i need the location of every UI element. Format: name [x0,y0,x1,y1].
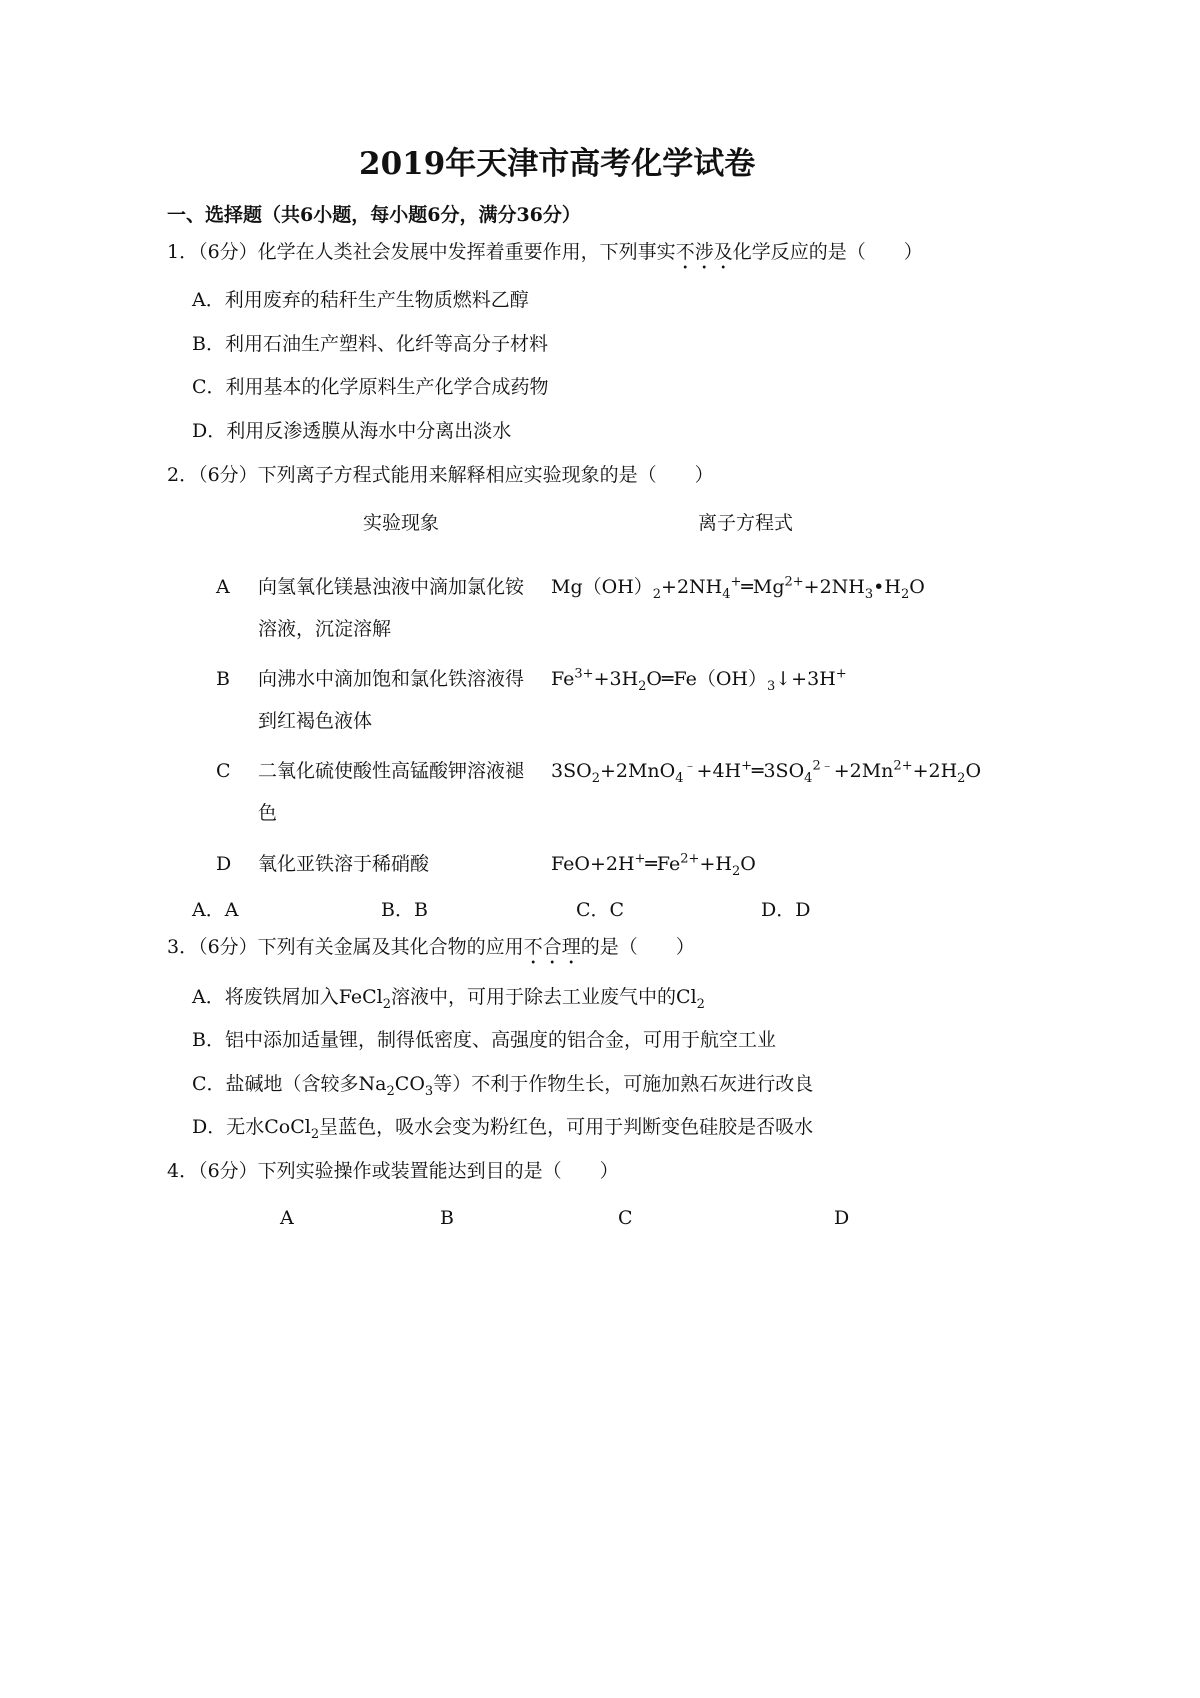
question-1-stem: 1．（6分）化学在人类社会发展中发挥着重要作用，下列事实不涉及化学反应的是（ ） [167,241,923,263]
q3-option-d: D．无水CoCl$_2$呈蓝色，吸水会变为粉红色，可用于判断变色硅胶是否吸水 [192,1116,814,1142]
q4-label-d: D [834,1207,850,1229]
q3-option-a: A．将废铁屑加入FeCl$_2$溶液中，可用于除去工业废气中的$Cl_2$ [192,986,705,1012]
row-d-phenomenon-line1: 氧化亚铁溶于稀硝酸 [258,853,430,875]
emphasis-text: 不合理 [523,936,581,958]
row-a-equation: $Mg(OH)_2+2NH_4^+═Mg^{2+}+2NH_3•H_2O$ [551,574,925,602]
row-c-letter: C [216,760,231,782]
row-b-phenomenon-line2: 到红褐色液体 [258,710,373,732]
q2-option-b: B．B [381,899,428,921]
q2-option-d: D．D [761,899,811,921]
column-header-phenomenon: 实验现象 [363,512,440,534]
row-d-equation: $FeO+2H^+═Fe^{2+}+H_2O$ [551,851,756,879]
q2-option-c: C．C [576,899,625,921]
column-header-equation: 离子方程式 [698,512,794,534]
q4-label-c: C [618,1207,633,1229]
row-a-phenomenon-line1: 向氢氧化镁悬浊液中滴加氯化铵 [258,576,525,598]
q1-option-a: A．利用废弃的秸秆生产生物质燃料乙醇 [192,289,529,311]
row-a-letter: A [216,576,230,598]
row-c-equation: $3SO_2+2MnO_4^﹣+4H^+═3SO_4^{2﹣}+2Mn^{2+}+2H_2O$ [551,758,982,786]
row-b-phenomenon-line1: 向沸水中滴加饱和氯化铁溶液得 [258,668,525,690]
q1-option-b: B．利用石油生产塑料、化纤等高分子材料 [192,333,548,355]
row-c-phenomenon-line1: 二氧化硫使酸性高锰酸钾溶液褪 [258,760,525,782]
q3-option-c: C．盐碱地（含较多$Na_2CO_3$等）不利于作物生长，可施加熟石灰进行改良 [192,1073,814,1099]
q3-option-b: B．铝中添加适量锂，制得低密度、高强度的铝合金，可用于航空工业 [192,1029,776,1051]
row-b-letter: B [216,668,230,690]
question-4-stem: 4．（6分）下列实验操作或装置能达到目的是（ ） [167,1160,619,1182]
q4-label-a: A [280,1207,294,1229]
q1-option-c: C．利用基本的化学原料生产化学合成药物 [192,376,549,398]
row-c-phenomenon-line2: 色 [258,802,278,824]
q4-label-b: B [440,1207,454,1229]
emphasis-text: 不涉及 [675,241,733,263]
question-2-stem: 2．（6分）下列离子方程式能用来解释相应实验现象的是（ ） [167,464,714,486]
row-b-equation: $Fe^{3+}+3H_2O═Fe(OH)_3↓+3H^+$ [551,666,847,694]
row-a-phenomenon-line2: 溶液，沉淀溶解 [258,618,392,640]
section-heading: 一、选择题（共6小题，每小题6分，满分36分） [167,204,581,226]
q2-option-a: A．A [192,899,239,921]
question-3-stem: 3．（6分）下列有关金属及其化合物的应用不合理的是（ ） [167,936,695,958]
q1-option-d: D．利用反渗透膜从海水中分离出淡水 [192,420,512,442]
page-title: 2019年天津市高考化学试卷 [359,146,756,182]
row-d-letter: D [216,853,232,875]
